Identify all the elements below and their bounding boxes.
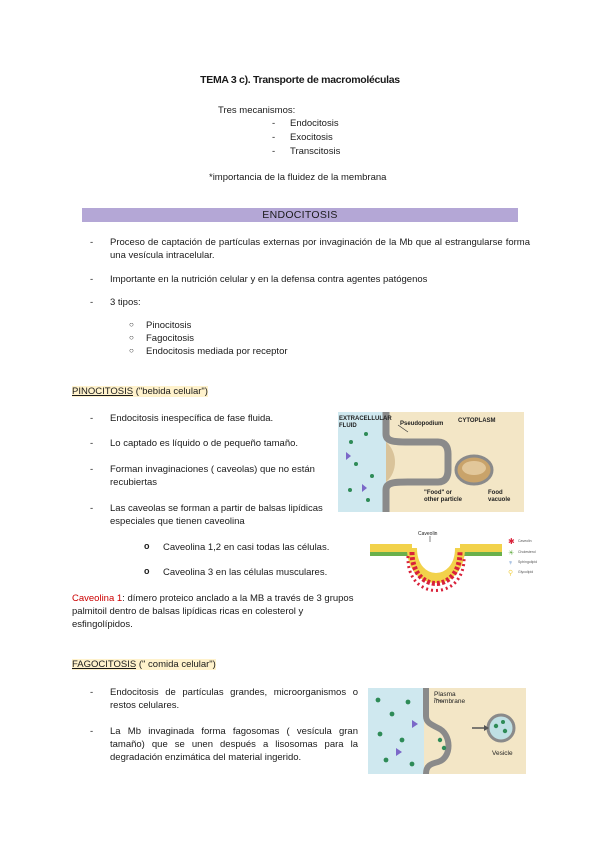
legend-item: Glycolipid (518, 570, 534, 574)
endo-point: Importante en la nutrición celular y en la defensa contra agentes patógenos (110, 274, 428, 285)
fig1-label: other particle (424, 497, 463, 503)
fig2-label: Caveolin (418, 531, 438, 537)
dash: - (272, 146, 276, 157)
fig1-label: vacuole (488, 497, 511, 503)
dash: - (272, 118, 276, 129)
dash: - (90, 726, 94, 737)
type-item: Fagocitosis (146, 333, 195, 344)
circle-bullet: ○ (129, 333, 134, 342)
endo-point: 3 tipos: (110, 297, 141, 308)
dash: - (272, 132, 276, 143)
intro-item: Exocitosis (290, 132, 333, 143)
legend-item: Caveolin (518, 539, 532, 543)
circle-bullet: ○ (129, 320, 134, 329)
page-title: TEMA 3 c). Transporte de macromoléculas (200, 74, 400, 86)
fig1-label: Food (488, 490, 503, 496)
dash: - (90, 503, 94, 514)
dash: - (90, 464, 94, 475)
definition-term: Caveolina 1 (72, 593, 123, 604)
lipid-layer (370, 544, 412, 552)
fagocitosis-subtitle: (" comida celular") (138, 659, 216, 670)
caveolin-item: Caveolina 3 en las células musculares. (163, 567, 328, 578)
fagocitosis-title: FAGOCITOSIS (72, 659, 137, 670)
pino-point: Las caveolas se forman a partir de balsas lipídicas especiales que tienen caveolina (110, 503, 323, 527)
caveolin-item: Caveolina 1,2 en casi todas las células. (163, 542, 330, 553)
legend-item: Cholesterol (518, 550, 536, 554)
legend-item: Sphingolipid (518, 560, 538, 564)
caveola-figure (368, 528, 540, 624)
svg-text:✱: ✱ (508, 537, 515, 546)
pinocitosis-subtitle: ("bebida celular") (135, 386, 208, 397)
svg-text:♆: ♆ (508, 560, 514, 567)
dash: - (90, 438, 94, 449)
dash: - (90, 687, 94, 698)
fig3-label: membrane (434, 698, 466, 705)
intro-item: Transcitosis (290, 146, 341, 157)
phagocytosis-figure (368, 688, 526, 774)
section-banner: ENDOCITOSIS (82, 208, 518, 222)
fig1-label: "Food" or (424, 490, 453, 496)
definition-text: : dímero proteico anclado a la MB a través de 3 grupos palmitoil dentro de balsas lipídicas ricas en colesterol y esfingolípidos. (72, 593, 354, 630)
fagocitosis-heading (72, 658, 216, 671)
fig1-label: Pseudopodium (400, 421, 444, 427)
fig1-label: FLUID (339, 423, 357, 429)
pino-point: Endocitosis inespecífica de fase fluida. (110, 413, 274, 424)
circle-bullet: ○ (129, 346, 134, 355)
intro-item: Endocitosis (290, 118, 339, 129)
intro-note: *importancia de la fluidez de la membrana (209, 172, 387, 183)
pinocitosis-heading (72, 385, 208, 398)
pinocitosis-title: PINOCITOSIS (72, 386, 134, 397)
vesicle (488, 715, 514, 741)
lipid-layer (460, 544, 502, 552)
endo-point: Proceso de captación de partículas externas por invaginación de la Mb que al estrangularse forma una vesícula intracelular. (110, 237, 530, 261)
dash: - (90, 237, 94, 248)
fago-point: Endocitosis de partículas grandes, microorganismos o restos celulares. (110, 687, 358, 711)
fig1-label: CYTOPLASM (458, 418, 496, 424)
svg-text:⚲: ⚲ (508, 570, 514, 577)
type-item: Endocitosis mediada por receptor (146, 346, 288, 357)
pino-point: Forman invaginaciones ( caveolas) que no están recubiertas (110, 464, 315, 488)
dash: - (90, 297, 94, 308)
intro-heading: Tres mecanismos: (218, 105, 296, 116)
fig1-label: EXTRACELLULAR (339, 416, 392, 422)
caveolin-definition (72, 592, 362, 631)
fago-point: La Mb invaginada forma fagosomas ( vesícula gran tamaño) que se unen después a lisosomas para la degradación enzimática del material ingerido. (110, 726, 358, 763)
bold-bullet: o (144, 541, 150, 551)
dash: - (90, 274, 94, 285)
type-item: Pinocitosis (146, 320, 192, 331)
dash: - (90, 413, 94, 424)
pinocytosis-figure (338, 412, 524, 512)
pino-point: Lo captado es líquido o de pequeño tamaño. (110, 438, 299, 449)
caveola (412, 548, 460, 578)
fig3-label: Plasma (434, 691, 456, 698)
bold-bullet: o (144, 566, 150, 576)
fig3-label: Vesicle (492, 750, 513, 757)
svg-text:☀: ☀ (508, 550, 515, 557)
